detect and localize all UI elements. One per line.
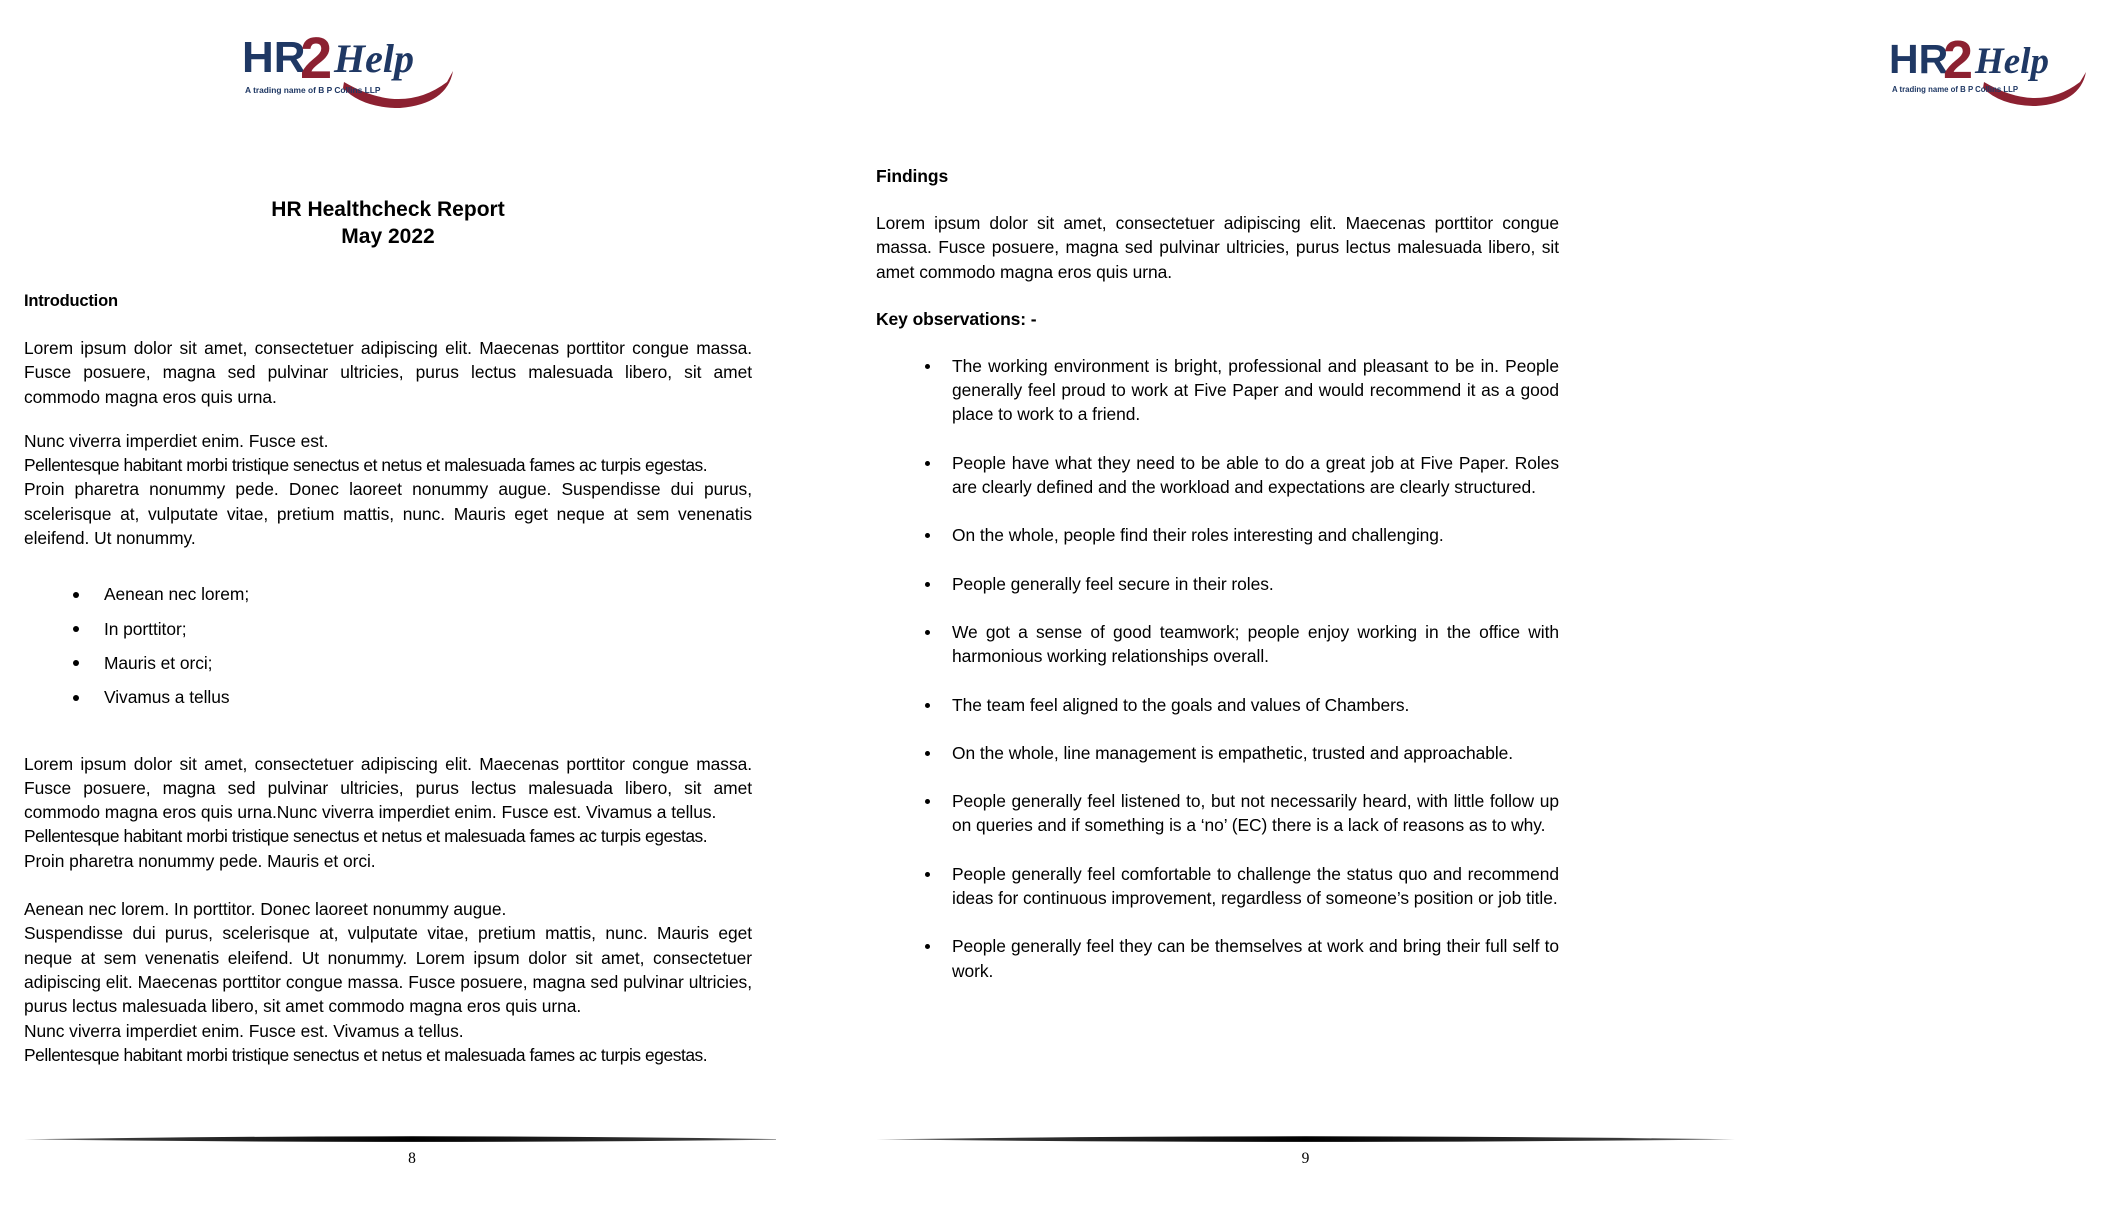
list-item (906, 451, 1559, 500)
list-item-text: The working environment is bright, professional and pleasant to be in. People generally feel proud to work at Five Paper and would recommend it as a good place to work to a friend. (952, 355, 1559, 425)
logo-tagline: A trading name of B P Collins LLP (1892, 85, 2019, 94)
svg-text:Help: Help (1975, 41, 2049, 82)
logo-tagline: A trading name of B P Collins LLP (245, 85, 381, 95)
heading-introduction: Introduction (24, 292, 118, 310)
bullet-dot-icon (925, 630, 930, 635)
bullet-dot-icon (925, 582, 930, 587)
bullet-dot-icon (925, 703, 930, 708)
hr2help-logo (242, 24, 474, 114)
svg-text:2: 2 (1943, 30, 1974, 90)
list-item-text: People generally feel they can be themselves at work and bring their full self to work. (952, 936, 1559, 981)
hr2help-logo-icon (1889, 28, 2105, 112)
page-footer-left (0, 1132, 824, 1168)
paragraph-intro-2-rest: Proin pharetra nonummy pede. Donec laoreet nonummy augue. Suspendisse dui purus, scelerisque at, vulputate vitae, pretium mattis, nunc. Mauris eget neque at sem venenatis eleifend. Ut nonummy. (24, 479, 752, 549)
svg-text:2: 2 (300, 26, 333, 91)
paragraph-3: Lorem ipsum dolor sit amet, consectetuer adipiscing elit. Maecenas porttitor congue massa. Fusce posuere, magna sed pulvinar ultricies, purus lectus malesuada libero, sit amet commodo magna eros quis urna.Nunc viverra imperdiet enim. Fusce est. Vivamus a tellus. (24, 753, 752, 823)
page-number: 8 (408, 1150, 416, 1167)
hr2help-logo (1889, 28, 2105, 112)
paragraph-5-line2: Pellentesque habitant morbi tristique senectus et netus et malesuada fames ac turpis egestas. (24, 1044, 708, 1065)
list-item-text: On the whole, people find their roles interesting and challenging. (952, 525, 1444, 546)
list-item-text: Aenean nec lorem; (104, 584, 250, 605)
paragraph-4-rest: Suspendisse dui purus, scelerisque at, vulputate vitae, pretium mattis, nunc. Mauris eget neque at sem venenatis eleifend. Ut nonummy. Lorem ipsum dolor sit amet, consectetuer adipiscing elit. Maecenas porttitor congue massa. Fusce posuere, magna sed pulvinar ultricies, purus lectus malesuada libero, sit amet commodo magna eros quis urna. (24, 923, 752, 1017)
bullet-list-left (56, 582, 752, 709)
list-item (56, 685, 752, 709)
bullet-dot-icon (925, 944, 930, 949)
footer-divider (876, 1132, 1735, 1146)
page-number: 9 (1301, 1150, 1310, 1167)
paragraph-intro-1: Lorem ipsum dolor sit amet, consectetuer adipiscing elit. Maecenas porttitor congue massa. Fusce posuere, magna sed pulvinar ultricies, purus lectus malesuada libero, sit amet commodo magna eros quis urna. (24, 338, 752, 407)
heading-findings: Findings (876, 166, 949, 186)
list-item (906, 789, 1559, 838)
page-footer-right (776, 1132, 1811, 1168)
svg-text:HR: HR (242, 33, 306, 82)
logo-header-left (24, 0, 752, 120)
paragraph-intro-2-line2: Pellentesque habitant morbi tristique senectus et netus et malesuada fames ac turpis egestas. (24, 455, 708, 476)
list-item-text: People generally feel listened to, but not necessarily heard, with little follow up on queries and if something is a ‘no’ (EC) there is a lack of reasons as to why. (952, 791, 1559, 836)
list-item-text: People generally feel comfortable to challenge the status quo and recommend ideas for continuous improvement, regardless of someone’s position or job title. (952, 863, 1559, 909)
paragraph-4-line1: Aenean nec lorem. In porttitor. Donec laoreet nonummy augue. (24, 899, 507, 920)
page-title-line1: HR Healthcheck Report (271, 198, 505, 221)
paragraph-5-line1: Nunc viverra imperdiet enim. Fusce est. Vivamus a tellus. (24, 1020, 464, 1041)
list-item (906, 523, 1559, 547)
list-item-text: On the whole, line management is empathetic, trusted and approachable. (952, 742, 1514, 763)
bullet-dot-icon (73, 695, 79, 701)
page-title-line2: May 2022 (341, 225, 435, 248)
report-title-block (24, 196, 752, 250)
bullet-dot-icon (925, 872, 930, 877)
list-item (906, 862, 1559, 911)
bullet-dot-icon (925, 533, 930, 538)
bullet-dot-icon (925, 461, 930, 466)
list-item (906, 741, 1559, 765)
svg-text:HR: HR (1889, 36, 1949, 82)
list-item (906, 572, 1559, 596)
svg-text:Help: Help (334, 36, 414, 81)
logo-header-right (876, 0, 2049, 125)
list-item (906, 693, 1559, 717)
list-item (906, 934, 1559, 983)
list-item (906, 620, 1559, 669)
list-item (56, 617, 752, 641)
paragraph-3-line2: Pellentesque habitant morbi tristique senectus et netus et malesuada fames ac turpis egestas. (24, 826, 708, 847)
list-item-text: Mauris et orci; (104, 652, 213, 673)
bullet-dot-icon (925, 799, 930, 804)
list-item (56, 651, 752, 675)
bullet-dot-icon (73, 626, 79, 632)
list-item-text: People have what they need to be able to do a great job at Five Paper. Roles are clearly defined and the workload and expectations are clearly structured. (952, 452, 1559, 498)
bullet-dot-icon (73, 592, 79, 598)
list-item-text: Vivamus a tellus (104, 687, 230, 708)
paragraph-3-line3: Proin pharetra nonummy pede. Mauris et orci. (24, 850, 376, 871)
bullet-dot-icon (925, 751, 930, 756)
hr2help-logo-icon (242, 24, 474, 114)
bullet-list-key-observations (906, 354, 1559, 983)
paragraph-intro-2-line1: Nunc viverra imperdiet enim. Fusce est. (24, 430, 329, 451)
list-item (906, 354, 1559, 427)
page-9 (776, 0, 2049, 1216)
heading-key-observations: Key observations: - (876, 308, 1037, 329)
paragraph-findings-intro: Lorem ipsum dolor sit amet, consectetuer adipiscing elit. Maecenas porttitor congue massa. Fusce posuere, magna sed pulvinar ultricies, purus lectus malesuada libero, sit amet commodo magna eros quis urna. (876, 213, 1559, 282)
page-8 (0, 0, 776, 1216)
list-item-text: The team feel aligned to the goals and values of Chambers. (952, 694, 1410, 715)
list-item-text: In porttitor; (104, 618, 187, 639)
list-item-text: We got a sense of good teamwork; people enjoy working in the office with harmonious working relationships overall. (952, 621, 1559, 667)
bullet-dot-icon (73, 660, 79, 666)
list-item (56, 582, 752, 606)
bullet-dot-icon (925, 364, 930, 369)
list-item-text: People generally feel secure in their roles. (952, 573, 1274, 594)
footer-divider (24, 1132, 800, 1146)
